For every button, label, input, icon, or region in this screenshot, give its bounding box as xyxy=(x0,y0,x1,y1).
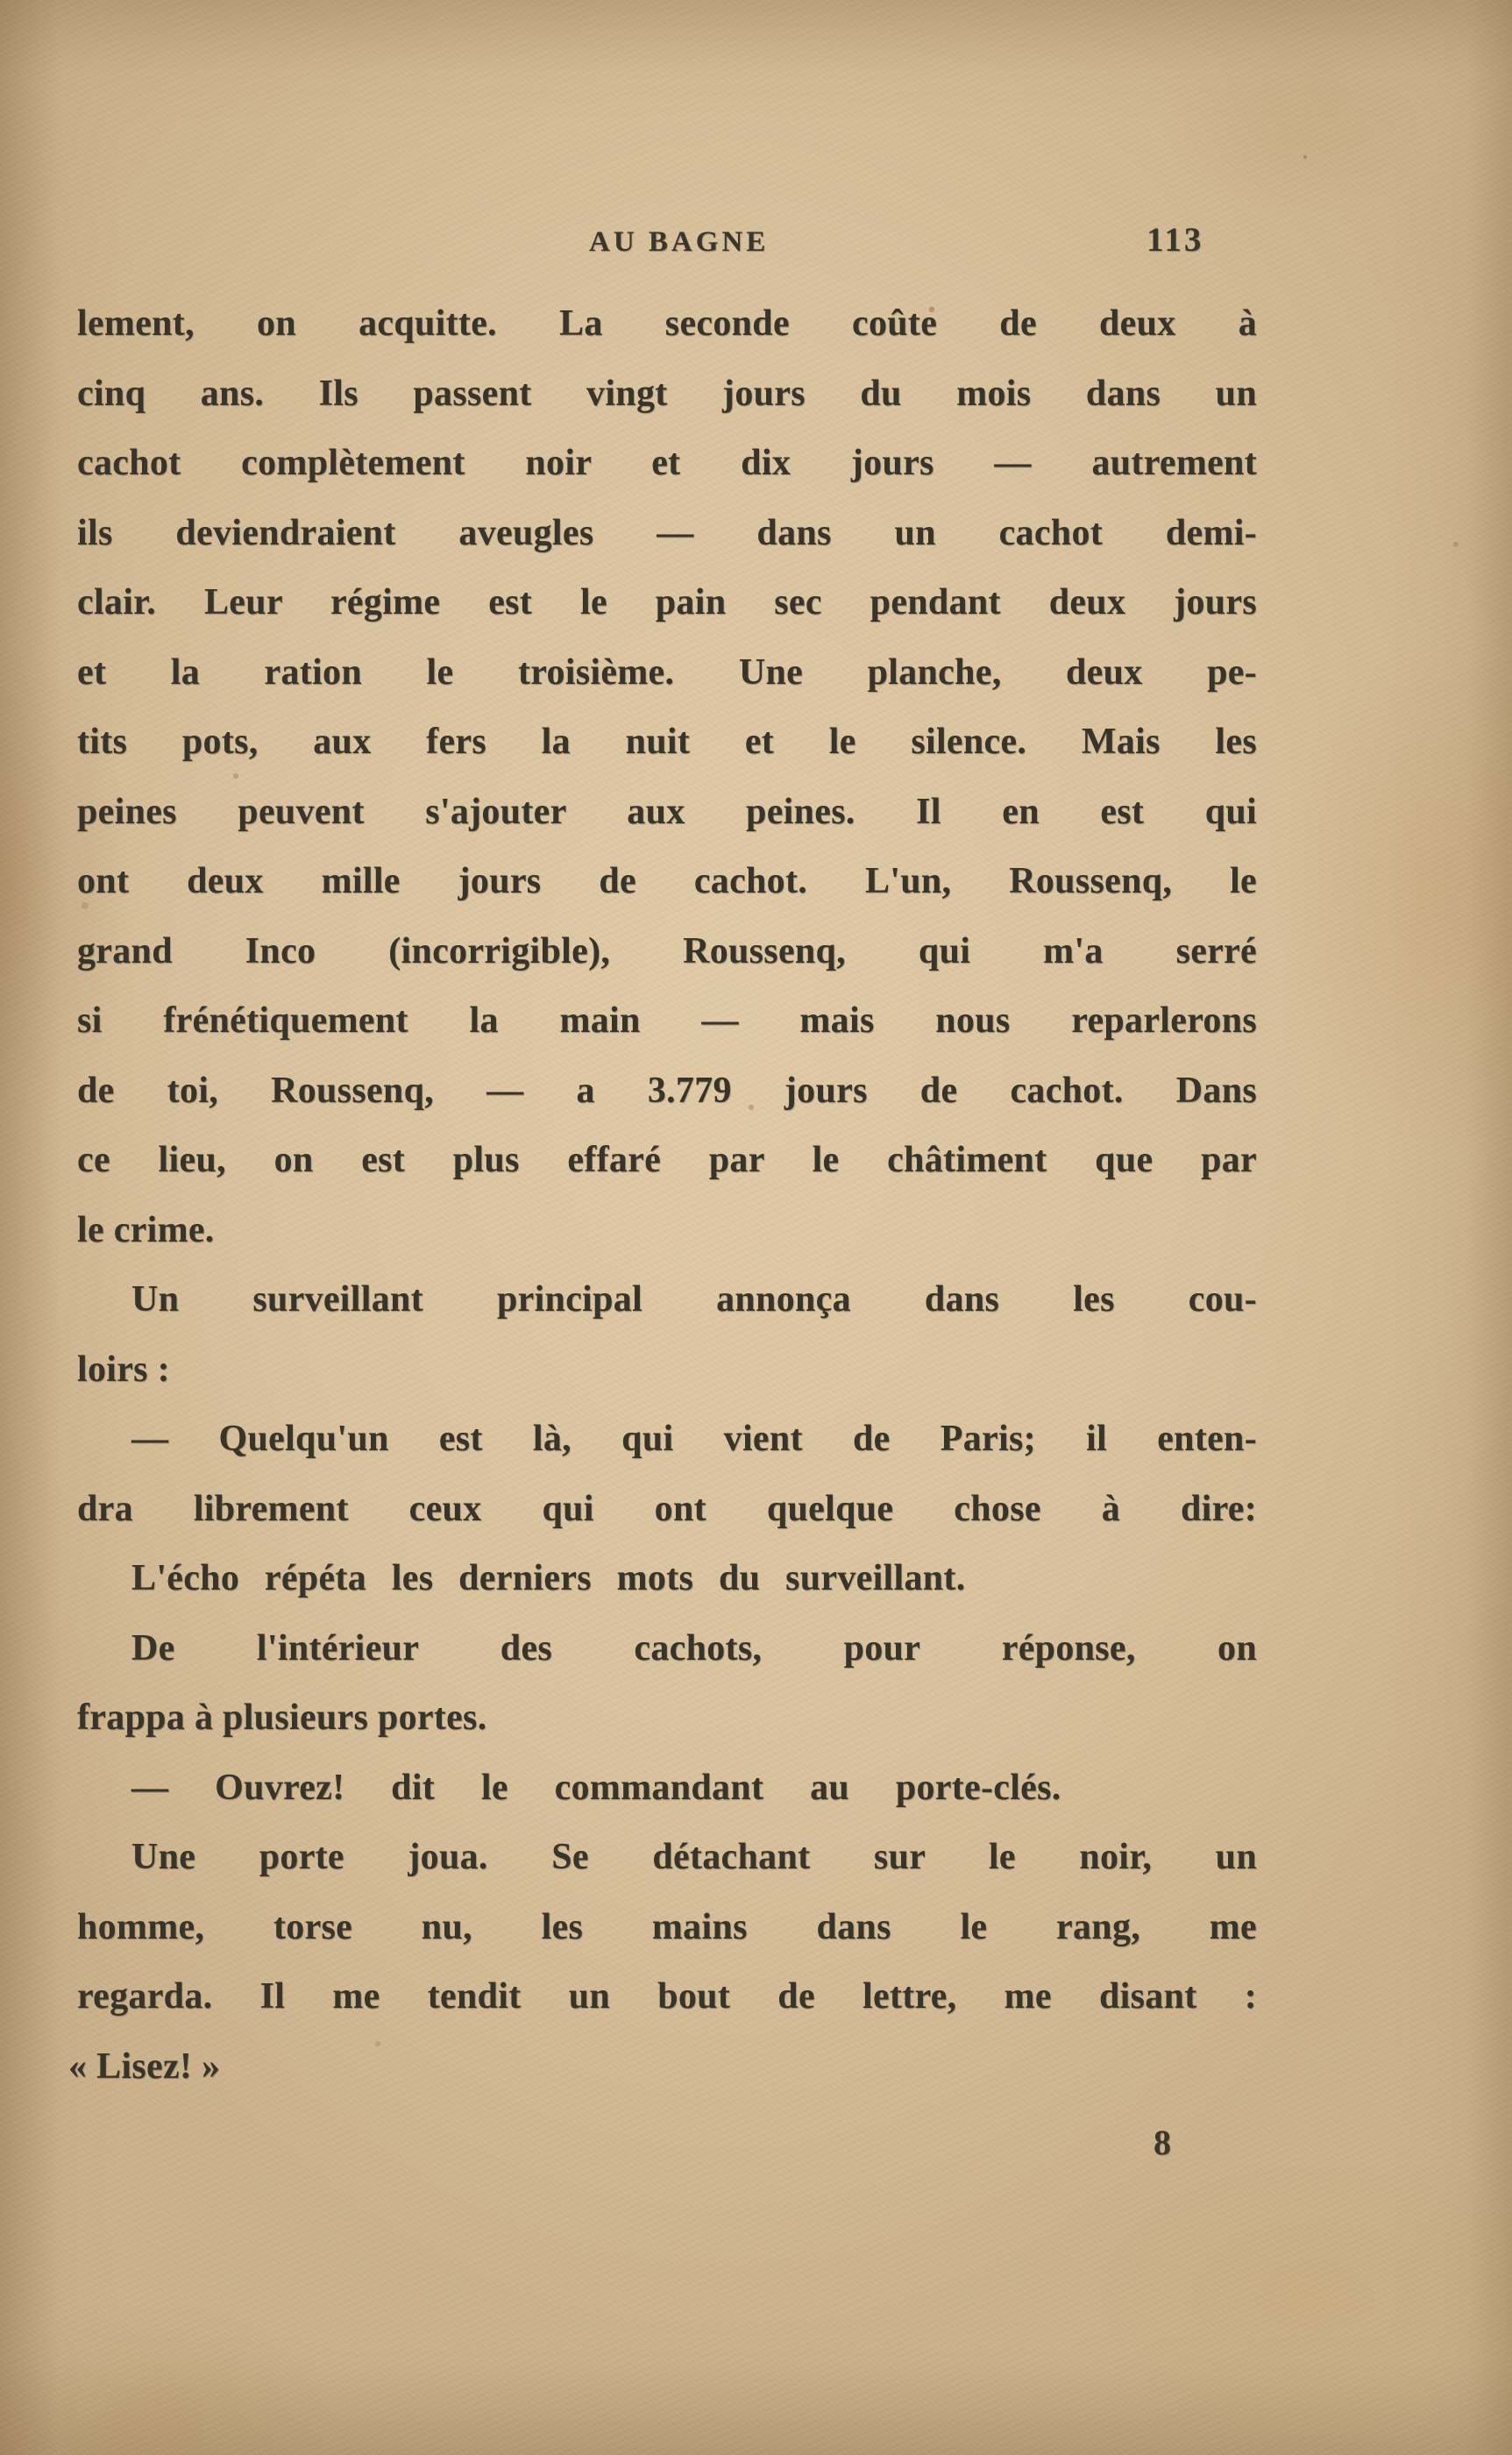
paragraph-8-quote xyxy=(68,2032,1257,2103)
text-line: ont deux mille jours de cachot. L'un, Roussenq, le xyxy=(77,861,1257,901)
text-line: peines peuvent s'ajouter aux peines. Il en est qui xyxy=(77,791,1257,832)
paragraph-2 xyxy=(77,1265,1257,1405)
text-line: grand Inco (incorrigible), Roussenq, qui m'a serré xyxy=(77,930,1257,971)
text-line: de toi, Roussenq, — a 3.779 jours de cachot. Dans xyxy=(77,1070,1257,1111)
text-line: si frénétiquement la main — mais nous reparlerons xyxy=(77,1000,1257,1041)
text-line: tits pots, aux fers la nuit et le silence. Mais les xyxy=(77,722,1257,762)
text-line: le crime. xyxy=(77,1209,215,1250)
paragraph-1 xyxy=(77,289,1257,1265)
text-line: cinq ans. Ils passent vingt jours du mois dans un xyxy=(77,373,1257,414)
text-line: ils deviendraient aveugles — dans un cachot demi- xyxy=(77,512,1257,553)
text-line: frappa à plusieurs portes. xyxy=(77,1697,487,1738)
text-line: loirs : xyxy=(77,1348,170,1390)
text-line: dra librement ceux qui ont quelque chose à dire: xyxy=(77,1488,1257,1529)
signature-mark: 8 xyxy=(1154,2123,1171,2162)
body-text xyxy=(68,289,1257,2102)
text-line: cachot complètement noir et dix jours — autrement xyxy=(77,443,1257,483)
paragraph-4 xyxy=(77,1544,1257,1614)
text-line: homme, torse nu, les mains dans le rang, me xyxy=(77,1906,1257,1947)
paragraph-6-dialogue xyxy=(77,1754,1257,1824)
text-line: Un surveillant principal annonça dans les cou- xyxy=(131,1279,1257,1320)
running-header-title: AU BAGNE xyxy=(589,226,770,258)
text-line: « Lisez! » xyxy=(68,2046,221,2087)
paragraph-5 xyxy=(77,1614,1257,1754)
text-line: L'écho répéta les derniers mots du surveillant. xyxy=(131,1558,966,1598)
text-line: ce lieu, on est plus effaré par le châtiment que par xyxy=(77,1140,1257,1180)
text-line: clair. Leur régime est le pain sec pendant deux jours xyxy=(77,582,1257,623)
text-line: et la ration le troisième. Une planche, deux pe- xyxy=(77,651,1257,693)
paragraph-3-dialogue xyxy=(77,1405,1257,1544)
page-number: 113 xyxy=(1146,221,1204,259)
text-line: — Ouvrez! dit le commandant au porte-clés. xyxy=(131,1767,1061,1808)
text-line: — Quelqu'un est là, qui vient de Paris; il enten- xyxy=(131,1419,1257,1459)
text-line: De l'intérieur des cachots, pour réponse, on xyxy=(131,1627,1257,1669)
text-line: lement, on acquitte. La seconde coûte de deux à xyxy=(77,303,1257,344)
text-line: Une porte joua. Se détachant sur le noir, un xyxy=(131,1837,1257,1877)
text-line: regarda. Il me tendit un bout de lettre, me disant : xyxy=(77,1976,1257,2017)
paragraph-7 xyxy=(77,1823,1257,2032)
paper-specks xyxy=(0,0,2,2)
